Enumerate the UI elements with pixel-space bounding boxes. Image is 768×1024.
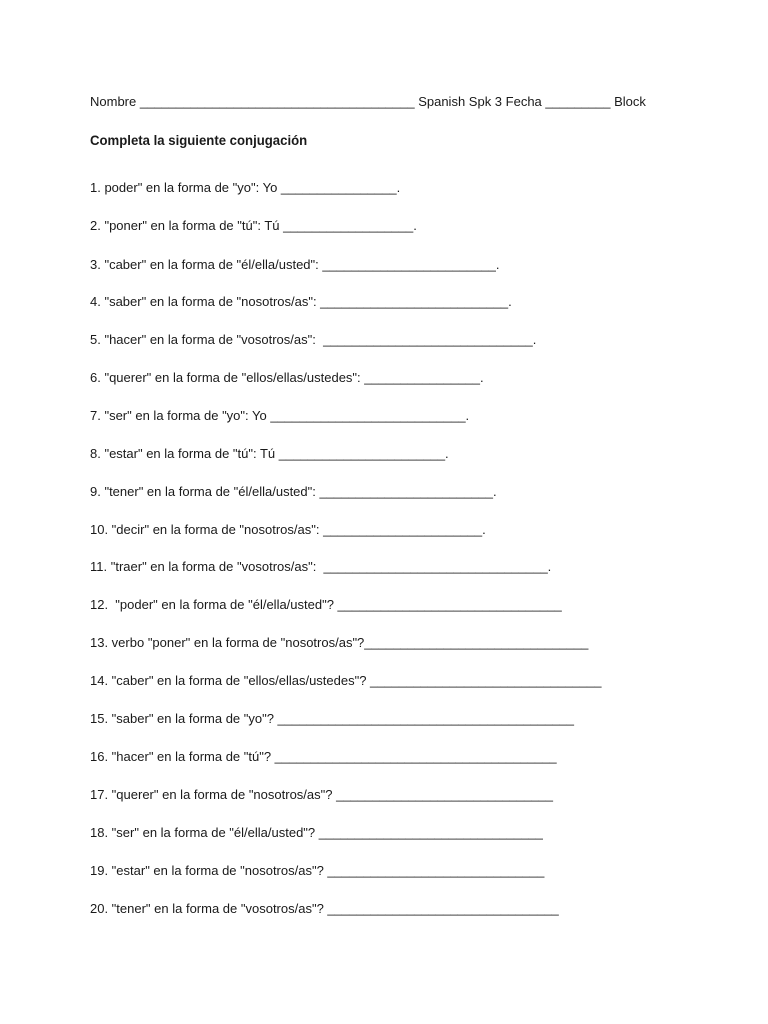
question-5: 5. "hacer" en la forma de "vosotros/as": _____________________________. xyxy=(90,332,537,347)
question-17: 17. "querer" en la forma de "nosotros/as"? ______________________________ xyxy=(90,787,553,802)
question-2: 2. "poner" en la forma de "tú": Tú __________________. xyxy=(90,218,417,233)
question-8: 8. "estar" en la forma de "tú": Tú _______________________. xyxy=(90,446,449,461)
question-20: 20. "tener" en la forma de "vosotros/as"? ________________________________ xyxy=(90,901,559,916)
question-3: 3. "caber" en la forma de "él/ella/usted": ________________________. xyxy=(90,257,500,272)
question-19: 19. "estar" en la forma de "nosotros/as"? ______________________________ xyxy=(90,863,545,878)
question-18: 18. "ser" en la forma de "él/ella/usted"? _______________________________ xyxy=(90,825,543,840)
question-6: 6. "querer" en la forma de "ellos/ellas/ustedes": ________________. xyxy=(90,370,484,385)
question-1: 1. poder" en la forma de "yo": Yo ________________. xyxy=(90,180,401,195)
question-14: 14. "caber" en la forma de "ellos/ellas/ustedes"? ________________________________ xyxy=(90,673,602,688)
question-15: 15. "saber" en la forma de "yo"? _________________________________________ xyxy=(90,711,574,726)
question-4: 4. "saber" en la forma de "nosotros/as": __________________________. xyxy=(90,294,512,309)
question-9: 9. "tener" en la forma de "él/ella/usted": ________________________. xyxy=(90,484,497,499)
question-7: 7. "ser" en la forma de "yo": Yo ___________________________. xyxy=(90,408,470,423)
instructions-heading: Completa la siguiente conjugación xyxy=(90,132,308,148)
question-11: 11. "traer" en la forma de "vosotros/as": _______________________________. xyxy=(90,559,552,574)
question-16: 16. "hacer" en la forma de "tú"? _______________________________________ xyxy=(90,749,557,764)
question-13: 13. verbo "poner" en la forma de "nosotros/as"?_______________________________ xyxy=(90,635,589,650)
header-line: Nombre ______________________________________ Spanish Spk 3 Fecha _________ Block xyxy=(90,94,646,109)
question-12: 12. "poder" en la forma de "él/ella/usted"? _______________________________ xyxy=(90,597,562,612)
question-10: 10. "decir" en la forma de "nosotros/as": ______________________. xyxy=(90,522,486,537)
